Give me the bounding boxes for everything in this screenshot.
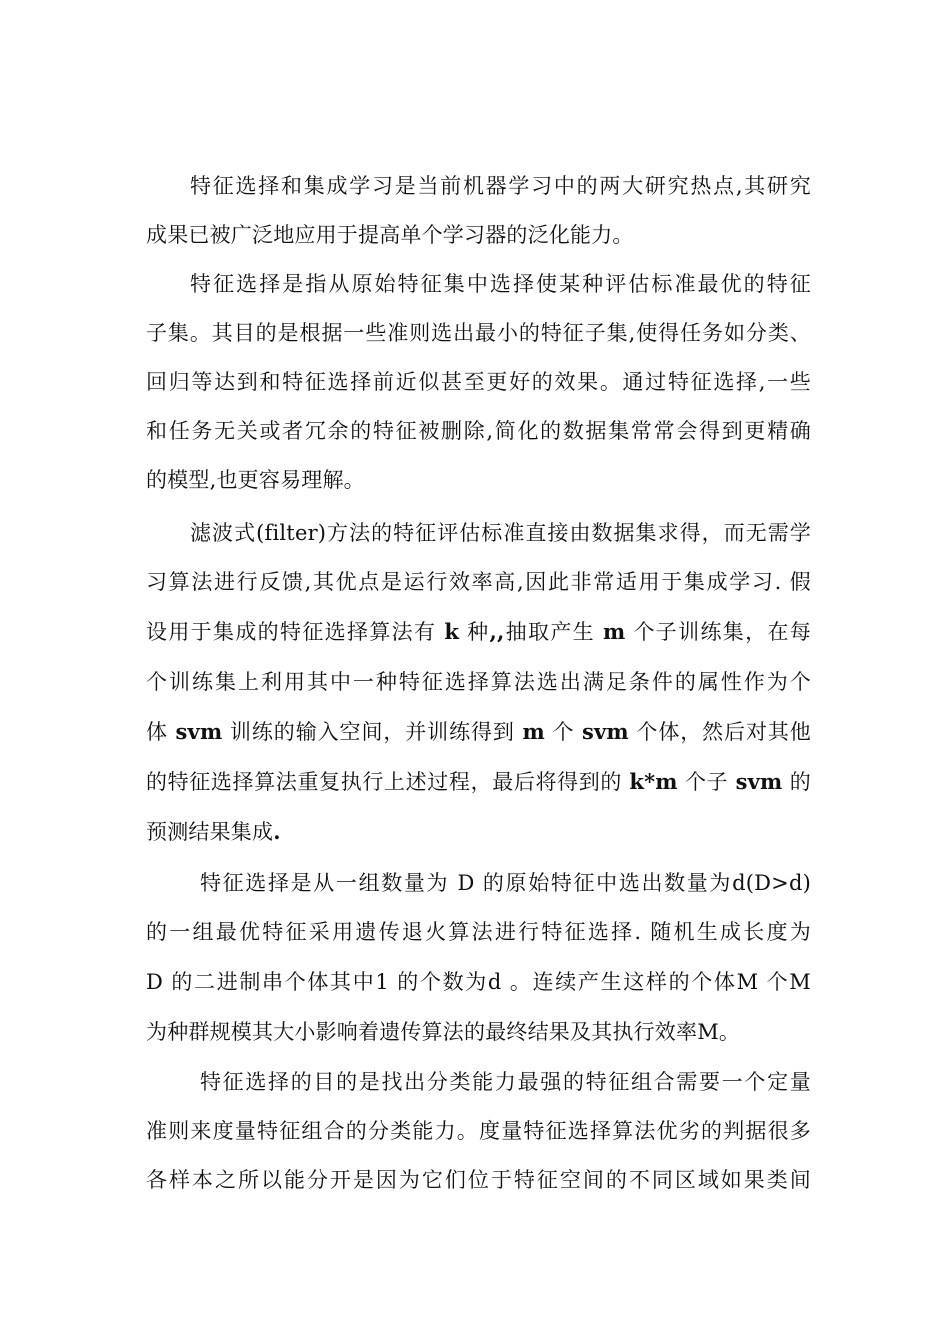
paragraph-4-line-3: D 的二进制串个体其中1 的个数为d 。连续产生这样的个体M 个M <box>146 970 811 994</box>
paragraph-2-line-3: 回归等达到和特征选择前近似甚至更好的效果。通过特征选择,一些 <box>146 370 811 394</box>
paragraph-3-line-5: 体 svm 训练的输入空间，并训练得到 m 个 svm 个体，然后对其他 <box>146 719 811 744</box>
paragraph-4-line-4: 为种群规模其大小影响着遗传算法的最终结果及其执行效率M。 <box>146 1020 741 1044</box>
paragraph-3-line-7: 预测结果集成. <box>146 819 281 844</box>
bold-term: m <box>603 619 626 644</box>
bold-term: svm <box>735 769 783 794</box>
paragraph-3-line-4: 个训练集上利用其中一种特征选择算法选出满足条件的属性作为个 <box>146 670 811 694</box>
paragraph-5-line-2: 准则来度量特征组合的分类能力。度量特征选择算法优劣的判据很多 <box>146 1119 811 1143</box>
paragraph-3-line-2: 习算法进行反馈,其优点是运行效率高,因此非常适用于集成学习. 假 <box>146 570 811 594</box>
bold-term: . <box>273 819 281 844</box>
paragraph-1-line-2: 成果已被广泛地应用于提高单个学习器的泛化能力。 <box>146 223 634 247</box>
bold-term: k*m <box>629 769 678 794</box>
bold-term: svm <box>175 719 223 744</box>
paragraph-3-line-1: 滤波式(filter)方法的特征评估标准直接由数据集求得，而无需学 <box>190 521 811 545</box>
paragraph-3-line-6: 的特征选择算法重复执行上述过程，最后将得到的 k*m 个子 svm 的 <box>146 769 811 794</box>
paragraph-5-line-1: 特征选择的目的是找出分类能力最强的特征组合需要一个定量 <box>200 1070 811 1094</box>
paragraph-2-line-5: 的模型,也更容易理解。 <box>146 468 365 492</box>
bold-term: m <box>522 719 545 744</box>
bold-term: ,, <box>489 619 505 644</box>
bold-term: k <box>444 619 460 644</box>
paragraph-5-line-3: 各样本之所以能分开是因为它们位于特征空间的不同区域如果类间 <box>146 1168 811 1192</box>
paragraph-4-line-1: 特征选择是从一组数量为 D 的原始特征中选出数量为d(D>d) <box>200 871 811 895</box>
bold-term: svm <box>581 719 629 744</box>
paragraph-2-line-4: 和任务无关或者冗余的特征被删除,简化的数据集常常会得到更精确 <box>146 419 811 443</box>
paragraph-1-line-1: 特征选择和集成学习是当前机器学习中的两大研究热点,其研究 <box>190 174 811 198</box>
paragraph-2-line-2: 子集。其目的是根据一些准则选出最小的特征子集,使得任务如分类、 <box>146 321 811 345</box>
paragraph-2-line-1: 特征选择是指从原始特征集中选择使某种评估标准最优的特征 <box>190 272 811 296</box>
paragraph-4-line-2: 的一组最优特征采用遗传退火算法进行特征选择. 随机生成长度为 <box>146 920 811 944</box>
paragraph-3-line-3: 设用于集成的特征选择算法有 k 种,,抽取产生 m 个子训练集，在每 <box>146 619 811 644</box>
